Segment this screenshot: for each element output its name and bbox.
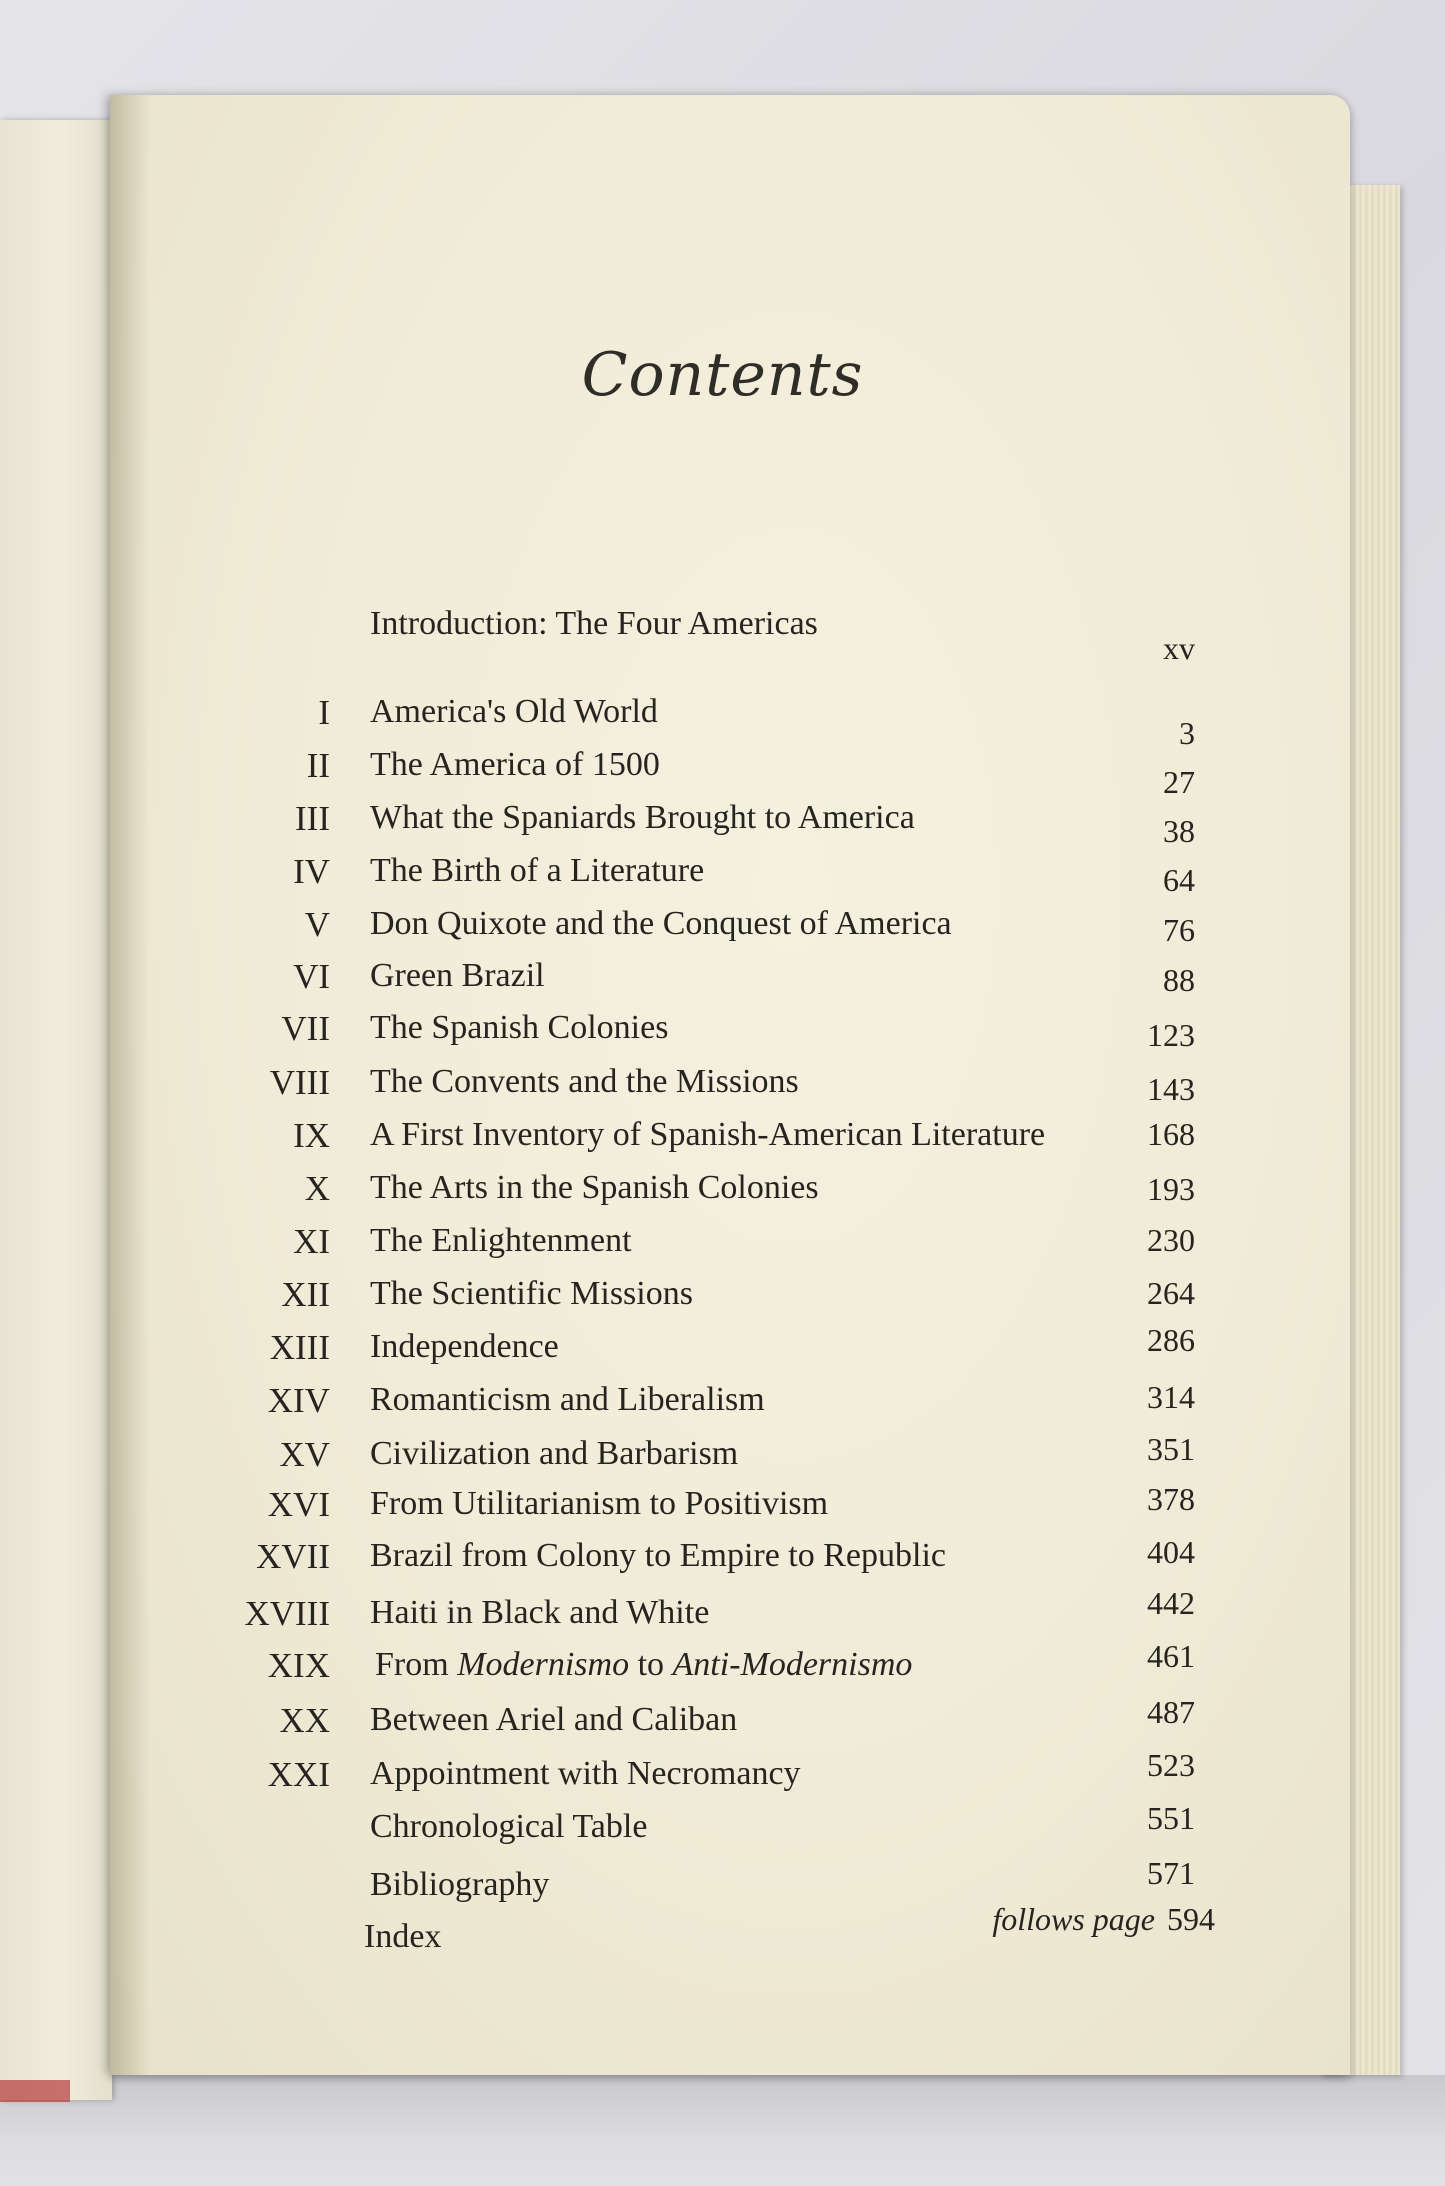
- toc-entry-title-part: From: [375, 1646, 458, 1683]
- chapter-number: IV: [293, 852, 330, 891]
- chapter-number: XVI: [267, 1485, 330, 1524]
- chapter-number: XXI: [267, 1755, 330, 1794]
- chapter-number: III: [295, 799, 330, 838]
- page-title: Contents: [581, 340, 864, 410]
- toc-row: [0, 693, 1445, 751]
- chapter-number: I: [318, 693, 330, 732]
- toc-row: [0, 799, 1445, 849]
- toc-row: [0, 852, 1445, 896]
- toc-row: [0, 1169, 1445, 1213]
- toc-entry-title: Index: [364, 1918, 442, 1955]
- toc-entry-title: [375, 1646, 912, 1684]
- toc-entry-page: 38: [1163, 813, 1195, 849]
- toc-entry-title: The Enlightenment: [370, 1222, 632, 1259]
- chapter-number: XI: [293, 1222, 330, 1261]
- toc-entry-page: 378: [1147, 1481, 1195, 1517]
- toc-row: [0, 1694, 1445, 1745]
- toc-entry-title-part: to: [629, 1646, 673, 1683]
- toc-entry-page: 351: [1147, 1431, 1195, 1467]
- index-page-number: 594: [1167, 1901, 1215, 1937]
- toc-entry-title: Haiti in Black and White: [370, 1594, 710, 1631]
- toc-entry-title: America's Old World: [370, 693, 658, 730]
- chapter-number: XII: [281, 1275, 330, 1314]
- toc-entry-title: The Birth of a Literature: [370, 852, 705, 889]
- toc-entry-page: 88: [1163, 962, 1195, 998]
- toc-row: [0, 1322, 1445, 1372]
- chapter-number: VIII: [269, 1063, 330, 1102]
- toc-entry-title-italic: Anti-Modernismo: [672, 1646, 913, 1683]
- toc-row: [0, 1009, 1445, 1053]
- toc-entry-title: Between Ariel and Caliban: [370, 1701, 738, 1738]
- toc-entry-title: The Convents and the Missions: [370, 1063, 799, 1100]
- toc-entry-title: Independence: [370, 1328, 559, 1365]
- toc-entry-title: The America of 1500: [370, 746, 660, 783]
- index-page-prefix: follows page: [992, 1901, 1155, 1937]
- chapter-number: VI: [293, 957, 330, 996]
- toc-entry-page: 27: [1163, 764, 1195, 800]
- toc-entry-title: From Utilitarianism to Positivism: [370, 1485, 829, 1522]
- toc-entry-title: Bibliography: [370, 1866, 550, 1903]
- toc-row: [0, 1063, 1445, 1107]
- toc-entry-page: 404: [1147, 1534, 1195, 1570]
- toc-entry-title: A First Inventory of Spanish-American Literature: [370, 1116, 1046, 1153]
- chapter-number: XX: [279, 1701, 330, 1740]
- chapter-number: V: [304, 905, 330, 944]
- toc-entry-page: 461: [1147, 1638, 1195, 1674]
- chapter-number: II: [306, 746, 330, 785]
- toc-entry-page: 230: [1147, 1222, 1195, 1258]
- toc-row: [0, 1275, 1445, 1319]
- toc-entry-page: 264: [1147, 1275, 1195, 1311]
- toc-row: [0, 905, 1445, 949]
- chapter-number: XV: [279, 1435, 330, 1474]
- toc-entry-title: What the Spaniards Brought to America: [370, 799, 915, 836]
- toc-entry-page: 193: [1147, 1171, 1195, 1207]
- toc-row: [0, 1585, 1445, 1638]
- toc-row: [0, 1222, 1445, 1266]
- toc-row: [0, 746, 1445, 800]
- toc-entry-page: 487: [1147, 1694, 1195, 1730]
- toc-entry-page: xv: [1163, 630, 1195, 666]
- toc-row: [0, 1431, 1445, 1479]
- chapter-number: X: [304, 1169, 330, 1208]
- toc-entry-title: Chronological Table: [370, 1808, 648, 1845]
- chapter-number: XIII: [269, 1328, 330, 1367]
- toc-entry-page: 123: [1147, 1017, 1195, 1053]
- toc-entry-title: Appointment with Necromancy: [370, 1755, 801, 1792]
- chapter-number: XIX: [267, 1646, 330, 1685]
- toc-entry-page: 168: [1147, 1116, 1195, 1152]
- chapter-number: IX: [293, 1116, 330, 1155]
- toc-entry-title: Introduction: The Four Americas: [370, 605, 818, 642]
- toc-entry-title: The Scientific Missions: [370, 1275, 693, 1312]
- chapter-number: XVIII: [244, 1594, 330, 1633]
- toc-row: [0, 1381, 1445, 1425]
- toc-row: [0, 1481, 1445, 1529]
- toc-entry-page: 314: [1147, 1379, 1195, 1415]
- toc-row-back-matter: [0, 1800, 1445, 1852]
- toc-row-introduction: [0, 605, 1445, 666]
- toc-entry-title: Civilization and Barbarism: [370, 1435, 739, 1472]
- chapter-number: VII: [281, 1009, 330, 1048]
- toc-entry-page: 571: [1147, 1855, 1195, 1891]
- toc-entry-page: 286: [1147, 1322, 1195, 1358]
- toc-entry-page: 551: [1147, 1800, 1195, 1836]
- chapter-number: XIV: [267, 1381, 330, 1420]
- toc-row: [0, 1638, 1445, 1690]
- toc-entry-title: Romanticism and Liberalism: [370, 1381, 765, 1418]
- toc-entry-page: 523: [1147, 1747, 1195, 1783]
- toc-entry-title: Don Quixote and the Conquest of America: [370, 905, 952, 942]
- toc-entry-page: [992, 1901, 1215, 1938]
- toc-entry-page: 442: [1147, 1585, 1195, 1621]
- toc-entry-title: Brazil from Colony to Empire to Republic: [370, 1537, 947, 1574]
- toc-row: [0, 1747, 1445, 1799]
- toc-entry-title-italic: Modernismo: [457, 1646, 630, 1683]
- toc-row: [0, 1116, 1445, 1160]
- toc-entry-page: 143: [1147, 1071, 1195, 1107]
- toc-entry-title: The Spanish Colonies: [370, 1009, 669, 1046]
- toc-entry-page: 64: [1163, 862, 1195, 898]
- toc-row: [0, 1534, 1445, 1581]
- toc-row: [0, 957, 1445, 1001]
- toc-entry-page: 76: [1163, 912, 1195, 948]
- toc-entry-title: Green Brazil: [370, 957, 545, 994]
- chapter-number: XVII: [256, 1537, 330, 1576]
- toc-row-back-matter: [0, 1855, 1445, 1910]
- toc-entry-title: The Arts in the Spanish Colonies: [370, 1169, 819, 1206]
- toc-row-index: [0, 1901, 1445, 1962]
- toc-entry-page: 3: [1179, 715, 1195, 751]
